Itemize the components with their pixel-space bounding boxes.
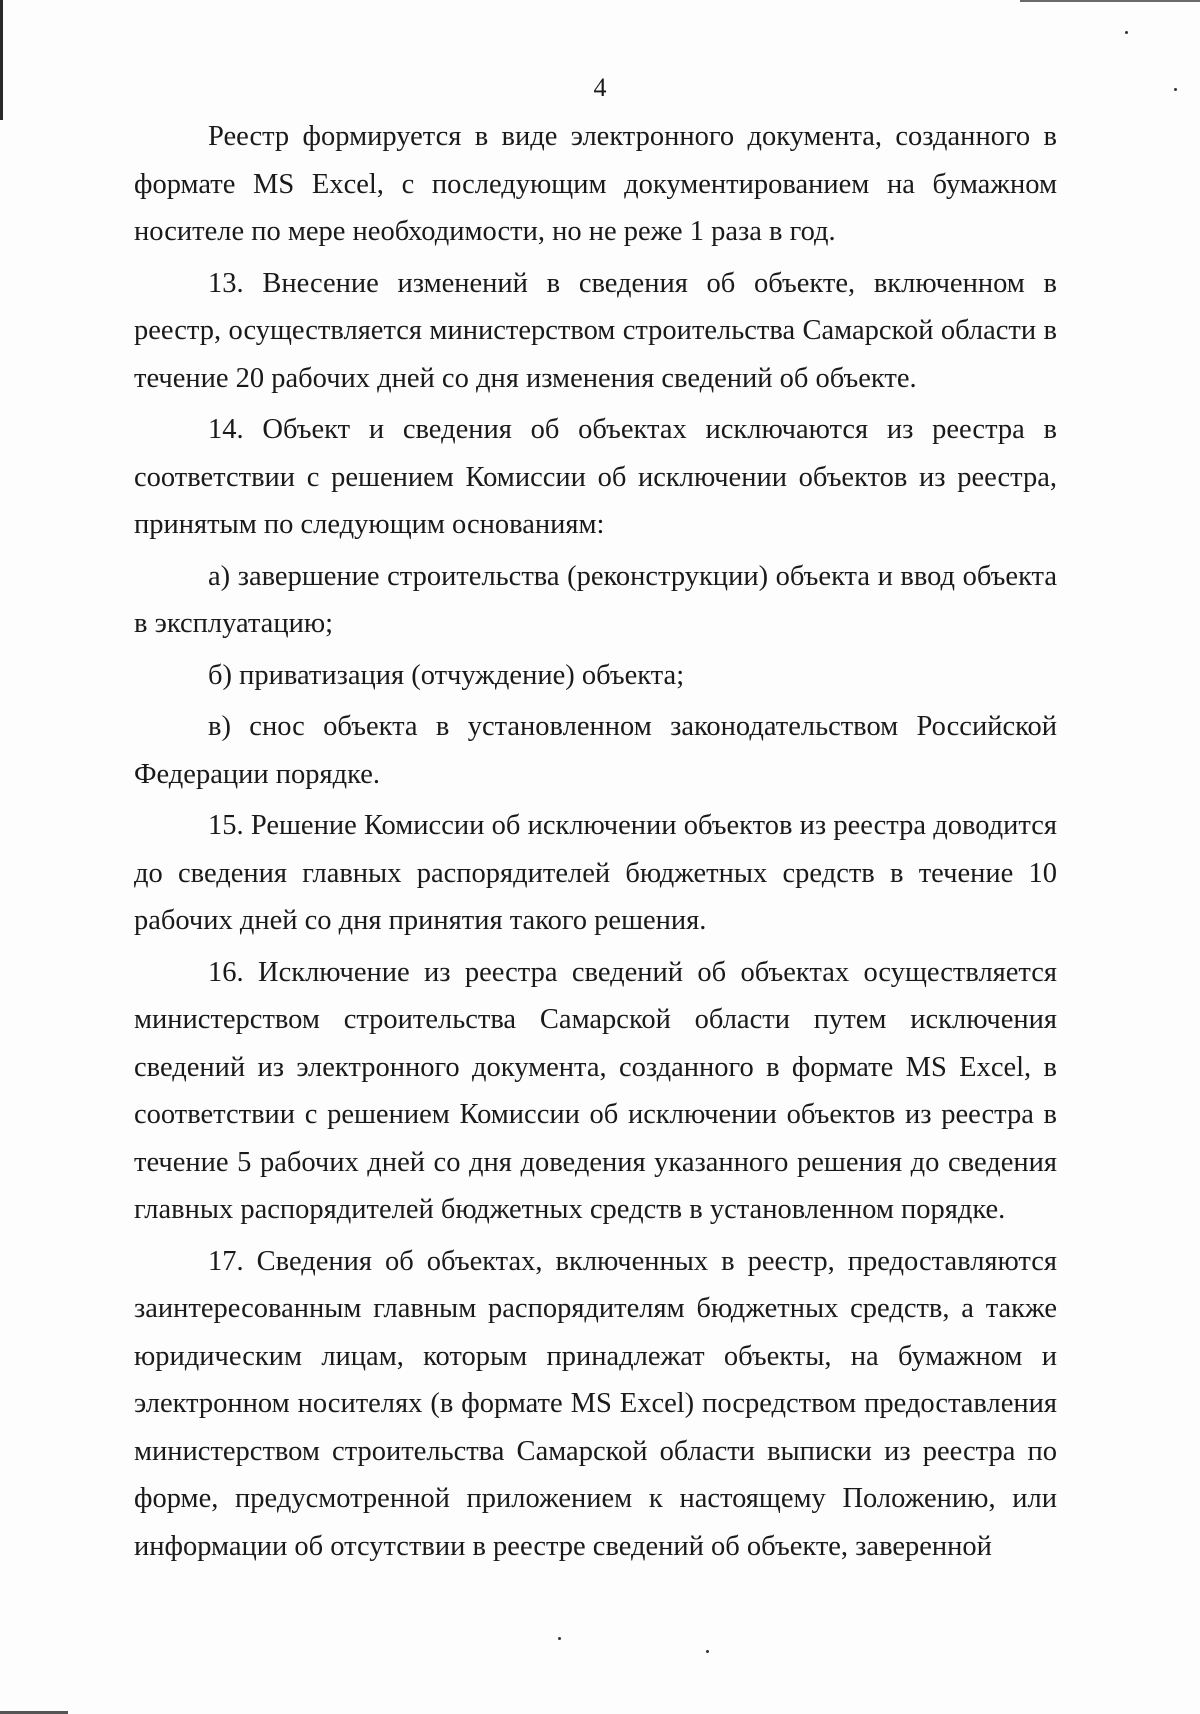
paragraph-13: 13. Внесение изменений в сведения об объекте, включенном в реестр, осуществляется министерством строительства Самарской области в течение 20 рабочих дней со дня изменения сведений об объекте. xyxy=(134,267,1057,394)
scan-speck xyxy=(706,1650,709,1653)
document-body xyxy=(134,113,1057,1574)
paragraph-16: 16. Исключение из реестра сведений об объектах осуществляется министерством строительства Самарской области путем исключения сведений из электронного документа, созданного в формате MS Excel, в соответствии с решением Комиссии об исключении объектов из реестра в течение 5 рабочих дней со дня доведения указанного решения до сведения главных распорядителей бюджетных средств в установленном порядке. xyxy=(134,956,1057,1225)
paragraph-17: 17. Сведения об объектах, включенных в реестр, предоставляются заинтересованным главным распорядителям бюджетных средств, а также юридическим лицам, которым принадлежат объекты, на бумажном и электронном носителях (в формате MS Excel) посредством предоставления министерством строительства Самарской области выписки из реестра по форме, предусмотренной приложением к настоящему Положению, или информации об отсутствии в реестре сведений об объекте, заверенной xyxy=(134,1245,1057,1562)
paragraph-15: 15. Решение Комиссии об исключении объектов из реестра доводится до сведения главных распорядителей бюджетных средств в течение 10 рабочих дней со дня принятия такого решения. xyxy=(134,810,1057,936)
paragraph-14-b: б) приватизация (отчуждение) объекта; xyxy=(208,659,685,691)
scan-edge-top xyxy=(1020,0,1200,2)
paragraph-registry-format: Реестр формируется в виде электронного документа, созданного в формате MS Excel, с последующим документированием на бумажном носителе по мере необходимости, но не реже 1 раза в год. xyxy=(134,121,1057,247)
paragraph-14-a: а) завершение строительства (реконструкции) объекта и ввод объекта в эксплуатацию; xyxy=(134,560,1057,639)
page-number: 4 xyxy=(593,73,607,102)
scan-speck xyxy=(1125,31,1128,34)
paragraph-14-v: в) снос объекта в установленном законодательством Российской Федерации порядке. xyxy=(134,711,1057,790)
paragraph-14: 14. Объект и сведения об объектах исключаются из реестра в соответствии с решением Комиссии об исключении объектов из реестра, принятым по следующим основаниям: xyxy=(134,414,1057,540)
scan-speck xyxy=(558,1637,561,1640)
